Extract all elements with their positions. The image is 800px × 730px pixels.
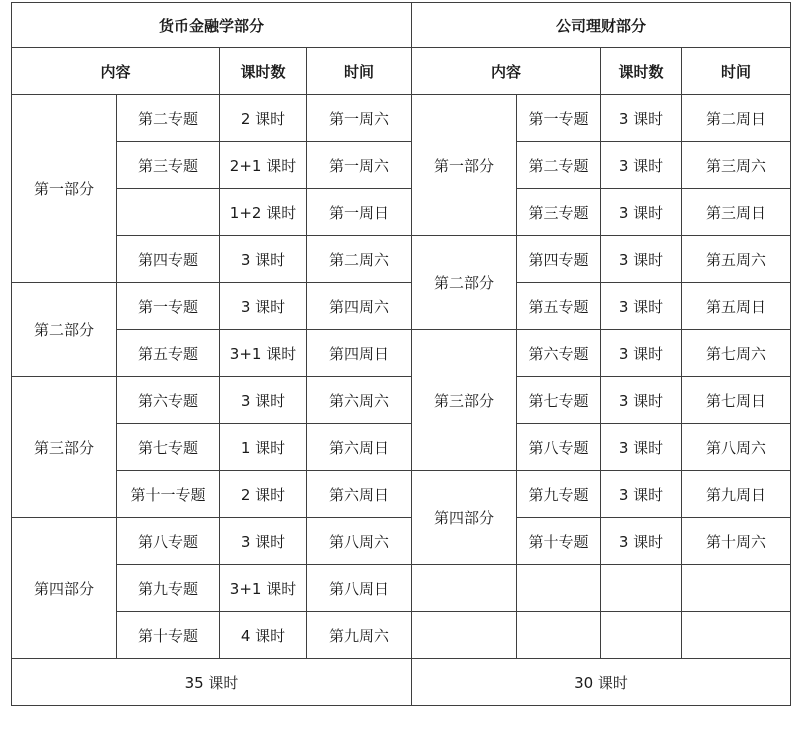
right-empty-cell	[517, 565, 601, 612]
left-hours-cell: 3 课时	[220, 283, 307, 330]
left-time-cell: 第六周六	[307, 377, 412, 424]
right-topic-cell: 第五专题	[517, 283, 601, 330]
right-empty-cell	[601, 612, 682, 659]
right-section-title: 公司理财部分	[412, 3, 791, 48]
right-hours-cell: 3 课时	[601, 377, 682, 424]
right-time-cell: 第七周日	[682, 377, 791, 424]
right-empty-cell	[682, 565, 791, 612]
right-empty-cell	[412, 612, 517, 659]
right-time-cell: 第五周日	[682, 283, 791, 330]
table-row	[12, 330, 791, 377]
left-topic-cell: 第五专题	[117, 330, 220, 377]
title-row	[12, 3, 791, 48]
left-topic-cell: 第十专题	[117, 612, 220, 659]
right-header-content: 内容	[412, 48, 601, 95]
table-row	[12, 189, 791, 236]
right-topic-cell: 第六专题	[517, 330, 601, 377]
table-row	[12, 471, 791, 518]
left-hours-cell: 1 课时	[220, 424, 307, 471]
right-hours-cell: 3 课时	[601, 95, 682, 142]
right-hours-cell: 3 课时	[601, 189, 682, 236]
left-time-cell: 第六周日	[307, 424, 412, 471]
left-header-content: 内容	[12, 48, 220, 95]
left-topic-cell: 第七专题	[117, 424, 220, 471]
header-row	[12, 48, 791, 95]
right-topic-cell: 第八专题	[517, 424, 601, 471]
right-topic-cell: 第七专题	[517, 377, 601, 424]
left-hours-cell: 3+1 课时	[220, 565, 307, 612]
right-hours-cell: 3 课时	[601, 518, 682, 565]
left-header-hours: 课时数	[220, 48, 307, 95]
left-hours-cell: 1+2 课时	[220, 189, 307, 236]
left-time-cell: 第四周六	[307, 283, 412, 330]
table-row	[12, 612, 791, 659]
total-row	[12, 659, 791, 706]
right-hours-cell: 3 课时	[601, 330, 682, 377]
right-header-hours: 课时数	[601, 48, 682, 95]
right-time-cell: 第三周六	[682, 142, 791, 189]
right-topic-cell: 第一专题	[517, 95, 601, 142]
right-time-cell: 第十周六	[682, 518, 791, 565]
left-time-cell: 第四周日	[307, 330, 412, 377]
right-header-time: 时间	[682, 48, 791, 95]
right-topic-cell: 第九专题	[517, 471, 601, 518]
left-header-time: 时间	[307, 48, 412, 95]
right-empty-cell	[412, 565, 517, 612]
left-time-cell: 第八周日	[307, 565, 412, 612]
left-hours-cell: 3 课时	[220, 236, 307, 283]
left-hours-cell: 2 课时	[220, 95, 307, 142]
left-hours-cell: 4 课时	[220, 612, 307, 659]
left-hours-cell: 2+1 课时	[220, 142, 307, 189]
table-row	[12, 142, 791, 189]
right-hours-cell: 3 课时	[601, 236, 682, 283]
right-time-cell: 第二周日	[682, 95, 791, 142]
right-topic-cell: 第三专题	[517, 189, 601, 236]
right-part-label: 第一部分	[412, 95, 517, 236]
left-topic-cell: 第三专题	[117, 142, 220, 189]
right-time-cell: 第八周六	[682, 424, 791, 471]
left-topic-cell: 第二专题	[117, 95, 220, 142]
right-time-cell: 第三周日	[682, 189, 791, 236]
left-time-cell: 第一周六	[307, 95, 412, 142]
table-row	[12, 565, 791, 612]
left-part-label: 第一部分	[12, 95, 117, 283]
left-time-cell: 第一周六	[307, 142, 412, 189]
right-hours-cell: 3 课时	[601, 424, 682, 471]
right-time-cell: 第五周六	[682, 236, 791, 283]
right-total: 30 课时	[412, 659, 791, 706]
right-empty-cell	[601, 565, 682, 612]
right-part-label: 第四部分	[412, 471, 517, 565]
table-row	[12, 424, 791, 471]
left-topic-cell: 第一专题	[117, 283, 220, 330]
left-time-cell: 第六周日	[307, 471, 412, 518]
table-row	[12, 236, 791, 283]
right-empty-cell	[517, 612, 601, 659]
left-part-label: 第二部分	[12, 283, 117, 377]
left-part-label: 第四部分	[12, 518, 117, 659]
left-hours-cell: 3 课时	[220, 377, 307, 424]
left-topic-cell: 第八专题	[117, 518, 220, 565]
left-time-cell: 第九周六	[307, 612, 412, 659]
left-topic-cell	[117, 189, 220, 236]
left-topic-cell: 第六专题	[117, 377, 220, 424]
left-part-label: 第三部分	[12, 377, 117, 518]
left-section-title: 货币金融学部分	[12, 3, 412, 48]
right-part-label: 第三部分	[412, 330, 517, 471]
left-topic-cell: 第四专题	[117, 236, 220, 283]
right-topic-cell: 第四专题	[517, 236, 601, 283]
left-time-cell: 第八周六	[307, 518, 412, 565]
left-hours-cell: 3 课时	[220, 518, 307, 565]
schedule-table	[11, 2, 791, 706]
left-topic-cell: 第九专题	[117, 565, 220, 612]
left-hours-cell: 2 课时	[220, 471, 307, 518]
right-hours-cell: 3 课时	[601, 283, 682, 330]
table-row	[12, 283, 791, 330]
left-hours-cell: 3+1 课时	[220, 330, 307, 377]
right-empty-cell	[682, 612, 791, 659]
right-time-cell: 第七周六	[682, 330, 791, 377]
right-topic-cell: 第二专题	[517, 142, 601, 189]
left-total: 35 课时	[12, 659, 412, 706]
table-row	[12, 95, 791, 142]
table-row	[12, 518, 791, 565]
left-topic-cell: 第十一专题	[117, 471, 220, 518]
table-row	[12, 377, 791, 424]
left-time-cell: 第一周日	[307, 189, 412, 236]
right-hours-cell: 3 课时	[601, 471, 682, 518]
right-time-cell: 第九周日	[682, 471, 791, 518]
left-time-cell: 第二周六	[307, 236, 412, 283]
right-hours-cell: 3 课时	[601, 142, 682, 189]
right-part-label: 第二部分	[412, 236, 517, 330]
right-topic-cell: 第十专题	[517, 518, 601, 565]
